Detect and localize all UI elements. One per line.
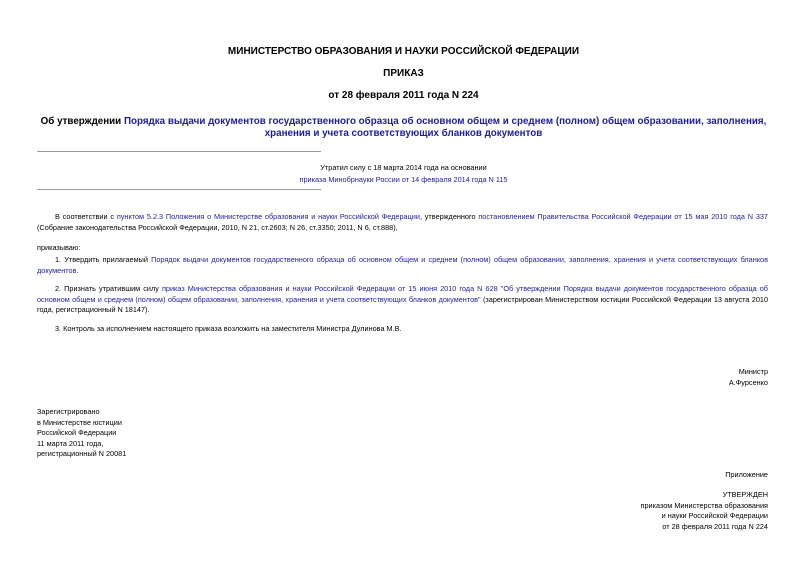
order-item-3: 3. Контроль за исполнением настоящего приказа возложить на заместителя Министра Дулинова М.В. — [55, 324, 402, 333]
title-link[interactable]: Порядка выдачи документов государственного образца об основном общем и среднем (полном) общем образовании, заполнения, хранения и учета соответствующих бланков документов — [123, 116, 767, 139]
item-2-text: 2. Признать утратившим силу — [55, 284, 162, 293]
divider-bottom — [37, 189, 321, 190]
divider-top — [37, 151, 321, 152]
registration-block — [37, 407, 126, 460]
procedure-link[interactable]: Порядок выдачи документов государственного образца об основном общем и среднем (полном) общем образовании, заполнения, хранения и учета соответствующих бланков документов — [37, 255, 768, 275]
document-type: ПРИКАЗ — [383, 68, 424, 79]
appendix-label: Приложение — [725, 470, 768, 479]
old-order-link[interactable]: приказ Министерства образования и науки Российской Федерации от 15 июня 2010 года N 628 "Об утверждении Порядка выдачи документов государственного образца об основном общем и среднем (полном) общем образовании, заполнения, хранения и учета соответствующих бланков документов" — [37, 284, 768, 304]
approval-line: приказом Министерства образования — [640, 500, 768, 510]
document-title — [40, 116, 767, 140]
approval-block — [641, 490, 768, 532]
preamble-paragraph — [37, 212, 768, 233]
ministry-heading: МИНИСТЕРСТВО ОБРАЗОВАНИЯ И НАУКИ РОССИЙСКОЙ ФЕДЕРАЦИИ — [227, 46, 580, 57]
order-item-2 — [37, 284, 768, 316]
registration-line: Зарегистрировано — [37, 407, 100, 416]
preamble-text-1: В соответствии с — [55, 212, 117, 221]
registration-line: 11 марта 2011 года, — [37, 438, 104, 448]
item-1-end: . — [76, 265, 79, 275]
order-word: приказываю: — [37, 243, 81, 252]
resolution-link[interactable]: постановлением Правительства Российской Федерации от 15 мая 2010 года N 337 — [478, 212, 768, 221]
title-prefix: Об утверждении — [40, 116, 124, 127]
regulation-link[interactable]: пунктом 5.2.3 Положения о Министерстве образования и науки Российской Федерации — [116, 212, 420, 221]
order-item-1 — [37, 255, 768, 276]
registration-line: в Министерстве юстиции — [37, 417, 122, 427]
approval-line: от 28 февраля 2011 года N 224 — [662, 521, 768, 531]
approval-line: и науки Российской Федерации — [661, 511, 768, 520]
document-date-number: от 28 февраля 2011 года N 224 — [328, 90, 479, 101]
registration-line: регистрационный N 20081 — [37, 449, 127, 458]
signature-position: Министр — [738, 367, 768, 376]
preamble-text-3: (Собрание законодательства Российской Федерации, 2010, N 21, ст.2603; N 26, ст.3350; 2011, N 6, ст.888), — [37, 222, 398, 232]
item-1-text: 1. Утвердить прилагаемый — [55, 255, 152, 264]
registration-line: Российской Федерации — [37, 428, 117, 437]
status-line: Утратил силу с 18 марта 2014 года на основании — [320, 163, 487, 172]
preamble-text-2: , утвержденного — [419, 212, 479, 221]
signature-name: А.Фурсенко — [728, 378, 768, 387]
approved-label: УТВЕРЖДЕН — [722, 490, 768, 499]
status-link[interactable]: приказа Минобрнауки России от 14 февраля 2014 года N 115 — [299, 175, 508, 184]
item-2-end: (зарегистрирован Министерством юстиции Российской Федерации 13 августа 2010 года, регистрационный N 18147). — [37, 294, 769, 314]
